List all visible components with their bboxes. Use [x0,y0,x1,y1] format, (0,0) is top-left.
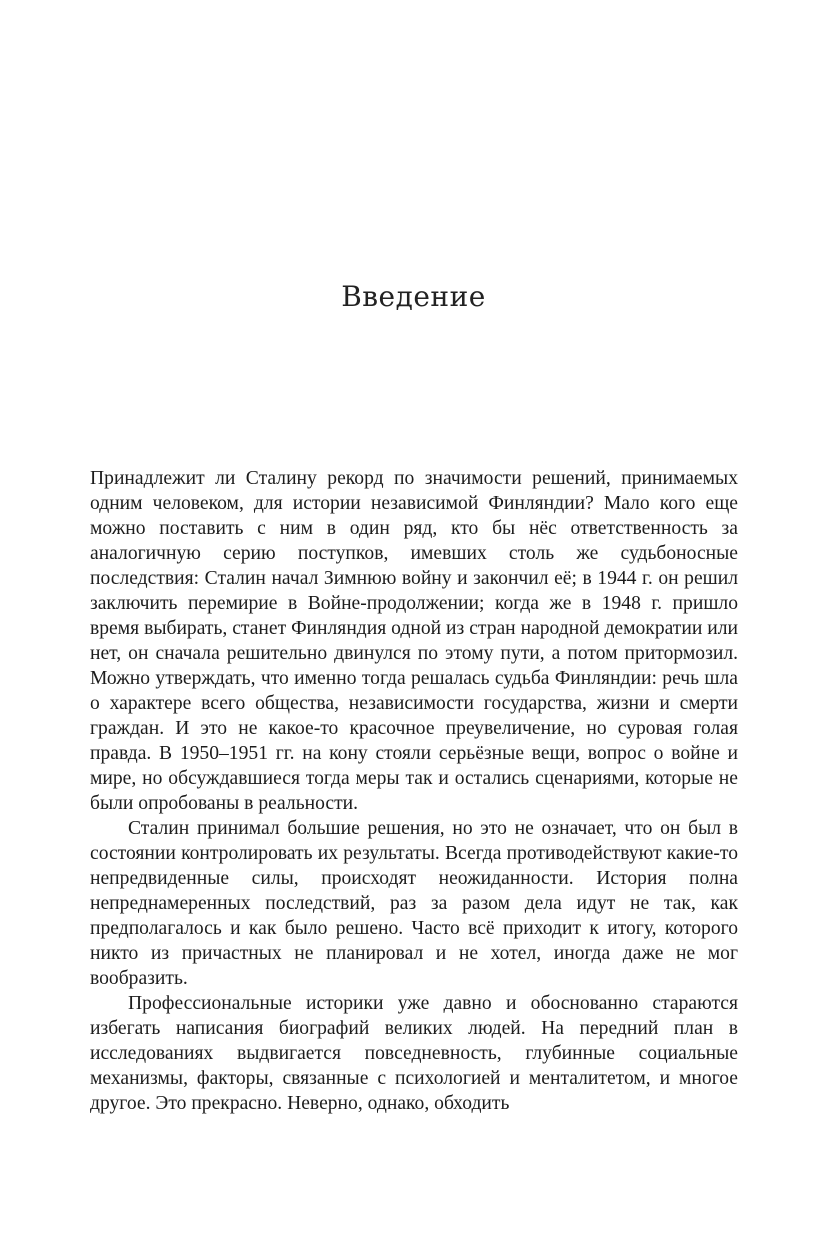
paragraph-1: Принадлежит ли Сталину рекорд по значимости решений, принимаемых одним человеком, для истории независимой Финляндии? Мало кого еще можно поставить с ним в один ряд, кто бы нёс ответственность за аналогичную серию поступков, имевших столь же судьбоносные последствия: Сталин начал Зимнюю войну и закончил её; в 1944 г. он решил заключить перемирие в Войне-продолжении; когда же в 1948 г. пришло время выбирать, станет Финляндия одной из стран народной демократии или нет, он сначала решительно двинулся по этому пути, а потом притормозил. Можно утверждать, что именно тогда решалась судьба Финляндии: речь шла о характере всего общества, независимости государства, жизни и смерти граждан. И это не какое-то красочное преувеличение, но суровая голая правда. В 1950–1951 гг. на кону стояли серьёзные вещи, вопрос о войне и мире, но обсуждавшиеся тогда меры так и остались сценариями, которые не были опробованы в реальности. [90,468,738,814]
body-text [90,466,738,1116]
paragraph-3: Профессиональные историки уже давно и обоснованно стараются избегать написания биографий великих людей. На передний план в исследованиях выдвигается повседневность, глубинные социальные механизмы, факторы, связанные с психологией и менталитетом, и многое другое. Это прекрасно. Неверно, однако, обходить [90,993,738,1114]
paragraph-2: Сталин принимал большие решения, но это не означает, что он был в состоянии контролировать их результаты. Всегда противодействуют какие-то непредвиденные силы, происходят неожиданности. История полна непреднамеренных последствий, раз за разом дела идут не так, как предполагалось и как было решено. Часто всё приходит к итогу, которого никто из причастных не планировал и не хотел, иногда даже не мог вообразить. [90,818,738,989]
chapter-title: Введение [341,280,486,313]
